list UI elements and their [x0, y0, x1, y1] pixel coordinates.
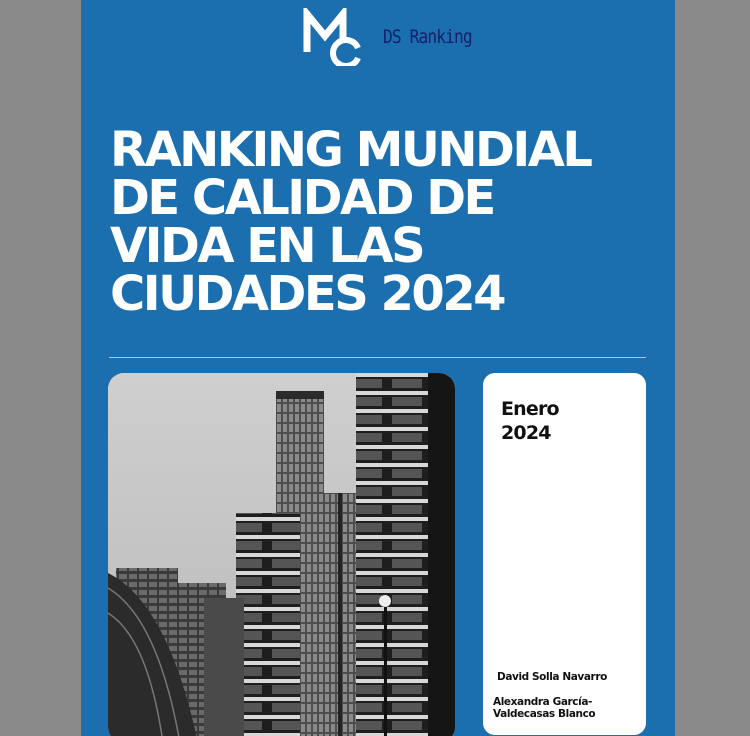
author-name: [493, 696, 643, 720]
title-line: CIUDADES 2024: [110, 266, 505, 322]
date-month: Enero: [501, 398, 559, 420]
mc-logo-icon: [303, 8, 363, 66]
info-card: [483, 373, 646, 735]
brand-name: DS Ranking: [383, 26, 472, 48]
author-name-line: Valdecasas Blanco: [493, 708, 596, 720]
report-cover: [81, 0, 675, 736]
date-year: 2024: [501, 422, 551, 444]
title-line: DE CALIDAD DE: [110, 170, 494, 226]
divider: [109, 357, 646, 358]
title-line: RANKING MUNDIAL: [110, 122, 591, 178]
author-name-line: Alexandra García-: [493, 696, 592, 708]
header: [303, 8, 503, 68]
report-title: [110, 122, 670, 322]
skyscrapers-image: [108, 373, 455, 736]
cover-photo: [108, 373, 455, 736]
author-name: David Solla Navarro: [497, 671, 607, 683]
title-line: VIDA EN LAS: [110, 218, 424, 274]
publication-date: [501, 397, 559, 445]
